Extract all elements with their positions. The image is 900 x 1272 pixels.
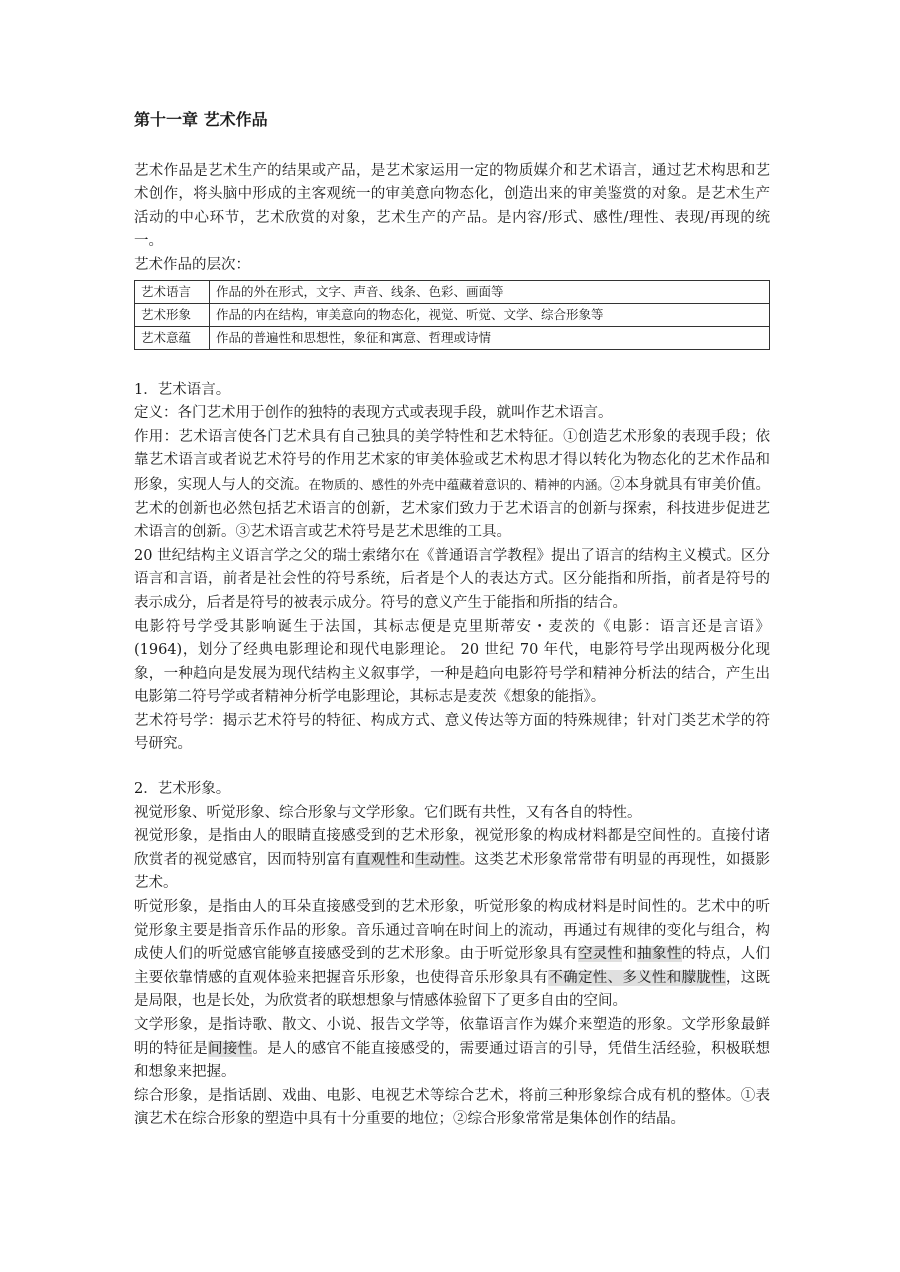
spacer	[134, 757, 770, 778]
text-run: 。这类艺术形象常常带有明显的再现性，如摄影艺术。	[134, 851, 771, 892]
linguistics-paragraph: 20 世纪结构主义语言学之父的瑞士索绪尔在《普通语言学教程》提出了语言的结构主义模式。区分语言和言语，前者是社会性的符号系统，后者是个人的表达方式。区分能指和所指，前者是符号的表示成分，后者是符号的被表示成分。符号的意义产生于能指和所指的结合。	[134, 547, 770, 611]
function-note: 在物质的、感性的外壳中蕴藏着意识的、精神的内涵。	[308, 476, 610, 492]
text-run: 的特点，人们主要依靠情感的直观体验来把握音乐形象，也使得音乐形象具有	[134, 946, 771, 986]
section-heading: 1．艺术语言。	[134, 381, 231, 398]
visual-image-paragraph	[134, 825, 770, 896]
text-run: ，这既是局限，也是长处，为欣赏者的联想想象与情感体验留下了更多自由的空间。	[134, 969, 771, 1010]
overview-paragraph: 视觉形象、听觉形象、综合形象与文学形象。它们既有共性，又有各自的特性。	[134, 804, 642, 821]
table-row	[135, 280, 770, 303]
document-page	[134, 108, 770, 1132]
level-desc: 作品的内在结构，审美意向的物态化，视觉、听觉、文学、综合形象等	[210, 303, 770, 326]
composite-image-paragraph: 综合形象，是指话剧、戏曲、电影、电视艺术等综合艺术，将前三种形象综合成有机的整体。①表演艺术在综合形象的塑造中具有十分重要的地位；②综合形象常常是集体创作的结晶。	[134, 1087, 770, 1128]
levels-table	[134, 280, 770, 350]
chapter-title: 第十一章 艺术作品	[134, 110, 268, 129]
film-semiotics-paragraph: 电影符号学受其影响诞生于法国，其标志便是克里斯蒂安・麦茨的《电影：语言还是言语》(1964)，划分了经典电影理论和现代电影理论。 20 世纪 70 年代，电影符号学出现两极分化现象，一种趋向是发展为现代结构主义叙事学，一种是趋向电影符号学和精神分析法的结合，产生出电影第二符号学或者精神分析学电影理论，其标志是麦茨《想象的能指》。	[134, 618, 770, 706]
definition-paragraph: 定义：各门艺术用于创作的独特的表现方式或表现手段，就叫作艺术语言。	[134, 405, 613, 422]
table-row	[135, 326, 770, 349]
section-heading: 2．艺术形象。	[134, 781, 231, 798]
text-run: 听觉形象，是指由人的耳朵直接感受到的艺术形象，听觉形象的构成材料是时间性的。艺术中的听觉形象主要是指音乐作品的形象。音乐通过音响在时间上的流动，再通过有规律的变化与组合，构成使人们的听觉感官能够直接感受到的艺术形象。由于听觉形象具有	[134, 899, 770, 963]
highlighted-term: 生动性	[415, 851, 460, 868]
spacer	[134, 358, 770, 379]
art-semiotics-paragraph: 艺术符号学：揭示艺术符号的特征、构成方式、意义传达等方面的特殊规律；针对门类艺术学的符号研究。	[134, 712, 770, 753]
function-paragraph	[134, 426, 770, 545]
auditory-image-paragraph	[134, 896, 770, 1014]
level-name: 艺术语言	[135, 280, 210, 303]
highlighted-term: 间接性	[208, 1040, 253, 1057]
level-desc: 作品的外在形式，文字、声音、线条、色彩、画面等	[210, 280, 770, 303]
text-run: 和	[400, 851, 416, 868]
level-name: 艺术意蕴	[135, 326, 210, 349]
function-text: ②本身就具有审美价值。艺术的创新也必然包括艺术语言的创新，艺术家们致力于艺术语言的创新与探索，科技进步促进艺术语言的创新。③艺术语言或艺术符号是艺术思维的工具。	[134, 476, 771, 541]
intro-paragraph: 艺术作品是艺术生产的结果或产品，是艺术家运用一定的物质媒介和艺术语言，通过艺术构思和艺术创作，将头脑中形成的主客观统一的审美意向物态化，创造出来的审美鉴赏的对象。是艺术生产活动的中心环节，艺术欣赏的对象，艺术生产的产品。是内容/形式、感性/理性、表现/再现的统一。	[134, 162, 770, 250]
highlighted-term: 空灵性	[577, 946, 623, 963]
level-name: 艺术形象	[135, 303, 210, 326]
function-text: 作用：艺术语言使各门艺术具有自己独具的美学特性和艺术特征。①创造艺术形象的表现手段；依靠艺术语言或者说艺术符号的作用艺术家的审美体验或艺术构思才得以转化为物态化的艺术作品和形象，实现人与人的交流。	[134, 428, 770, 493]
highlighted-term: 不确定性、多义性和朦胧性	[548, 969, 726, 986]
table-row	[135, 303, 770, 326]
level-desc: 作品的普遍性和思想性，象征和寓意、哲理或诗情	[210, 326, 770, 349]
levels-heading: 艺术作品的层次：	[134, 256, 250, 273]
text-run: 视觉形象，是指由人的眼睛直接感受到的艺术形象，视觉形象的构成材料都是空间性的。直接付诸欣赏者的视觉感官，因而特别富有	[134, 828, 770, 868]
highlighted-term: 抽象性	[637, 946, 682, 963]
text-run: 。是人的感官不能直接感受的，需要通过语言的引导，凭借生活经验，积极联想和想象来把握。	[134, 1040, 771, 1081]
highlighted-term: 直观性	[355, 851, 401, 868]
text-run: 文学形象，是指诗歌、散文、小说、报告文学等，依靠语言作为媒介来塑造的形象。文学形象最鲜明的特征是	[134, 1017, 770, 1057]
literary-image-paragraph	[134, 1014, 770, 1085]
text-run: 和	[622, 946, 638, 963]
